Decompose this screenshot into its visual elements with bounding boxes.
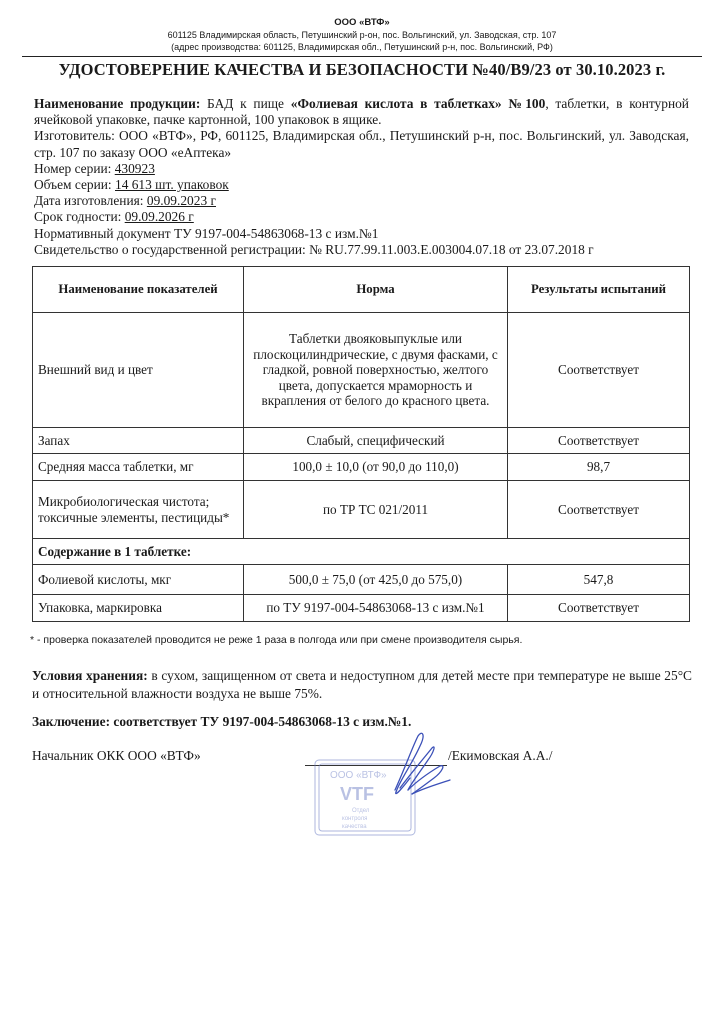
- manufacturer-line: Изготовитель: ООО «ВТФ», РФ, 601125, Владимирская обл., Петушинский р-н, пос. Вольгинский, ул. Заводская, стр. 107 по заказу ООО «еАптека»: [34, 128, 689, 160]
- footnote: * - проверка показателей проводится не реже 1 раза в полгода или при смене производителя сырья.: [30, 634, 523, 646]
- volume-label: Объем серии:: [34, 177, 115, 193]
- row-result: Соответствует: [508, 481, 690, 539]
- svg-text:качества: качества: [342, 824, 367, 830]
- svg-text:Отдел: Отдел: [352, 808, 370, 814]
- storage-conditions: [32, 667, 692, 703]
- manufactured-label: Дата изготовления:: [34, 193, 147, 209]
- company-address: 601125 Владимирская область, Петушинский р-он, пос. Вольгинский, ул. Заводская, стр. 107: [167, 30, 557, 40]
- company-header: [0, 17, 724, 53]
- batch-label: Номер серии:: [34, 160, 115, 176]
- row-norm: Таблетки двояковыпуклые или плоскоцилиндрические, с двумя фасками, с гладкой, ровной поверхностью, желтого цвета, допускается мраморность и вкрапления от белого до красного цвета.: [244, 313, 508, 428]
- row-norm: по ТУ 9197-004-54863068-13 с изм.№1: [244, 595, 508, 622]
- row-norm: по ТР ТС 021/2011: [244, 481, 508, 539]
- document-title: УДОСТОВЕРЕНИЕ КАЧЕСТВА И БЕЗОПАСНОСТИ №40/В9/23 от 30.10.2023 г.: [58, 60, 666, 79]
- registration-line: Свидетельство о государственной регистрации: № RU.77.99.11.003.Е.003004.07.18 от 23.07.2018 г: [34, 241, 594, 257]
- row-parameter: Упаковка, маркировка: [33, 595, 244, 622]
- conclusion: Заключение: соответствует ТУ 9197-004-54863068-13 с изм.№1.: [32, 714, 412, 729]
- product-text-a: БАД к пище: [200, 96, 291, 111]
- production-address: (адрес производства: 601125, Владимирская обл., Петушинский р-н, пос. Вольгинский, РФ): [171, 42, 553, 52]
- normative-line: Нормативный документ ТУ 9197-004-54863068-13 с изм.№1: [34, 225, 379, 241]
- header-parameter: Наименование показателей: [33, 267, 244, 313]
- section-heading: Содержание в 1 таблетке:: [33, 539, 690, 565]
- row-norm: Слабый, специфический: [244, 428, 508, 454]
- product-line: [34, 96, 689, 128]
- row-parameter: Фолиевой кислоты, мкг: [33, 565, 244, 595]
- manufactured-value: 09.09.2023 г: [146, 193, 216, 209]
- row-result: 547,8: [508, 565, 690, 595]
- volume-value: 14 613 шт. упаковок: [115, 177, 229, 193]
- svg-text:ООО «ВТФ»: ООО «ВТФ»: [330, 770, 387, 781]
- table-row: [33, 428, 690, 454]
- header-norm: Норма: [244, 267, 508, 313]
- storage-label: Условия хранения:: [32, 668, 148, 683]
- row-norm: 500,0 ± 75,0 (от 425,0 до 575,0): [244, 565, 508, 595]
- product-text-b: , таблетки, в контурной ячейковой упаковке, пачке картонной, 100 упаковок в ящике.: [34, 96, 689, 128]
- product-label: Наименование продукции:: [34, 96, 201, 111]
- header-result: Результаты испытаний: [508, 267, 690, 313]
- row-parameter: Микробиологическая чистота; токсичные элементы, пестициды*: [33, 481, 244, 539]
- storage-text: в сухом, защищенном от света и недоступном для детей месте при температуре не выше 25°С и относительной влажности воздуха не выше 75%.: [32, 668, 692, 701]
- row-result: 98,7: [508, 454, 690, 481]
- row-parameter: Внешний вид и цвет: [33, 313, 244, 428]
- table-row: [33, 565, 690, 595]
- table-row: [33, 313, 690, 428]
- row-norm: 100,0 ± 10,0 (от 90,0 до 110,0): [244, 454, 508, 481]
- svg-text:контроля: контроля: [342, 816, 368, 822]
- row-parameter: Средняя масса таблетки, мг: [33, 454, 244, 481]
- company-name: ООО «ВТФ»: [334, 17, 390, 28]
- table-row: [33, 595, 690, 622]
- row-result: Соответствует: [508, 595, 690, 622]
- expiry-line: [34, 209, 689, 225]
- table-section-row: [33, 539, 690, 565]
- batch-value: 430923: [114, 160, 155, 176]
- header-divider: [22, 56, 702, 57]
- row-result: Соответствует: [508, 428, 690, 454]
- expiry-value: 09.09.2026 г: [124, 209, 194, 225]
- expiry-label: Срок годности:: [34, 209, 125, 225]
- signer-name: /Екимовская А.А./: [448, 748, 553, 763]
- stamp-and-signature: [300, 728, 460, 838]
- table-row: [33, 454, 690, 481]
- batch-line: [34, 161, 689, 177]
- row-parameter: Запах: [33, 428, 244, 454]
- volume-line: [34, 177, 689, 193]
- svg-text:VTF: VTF: [340, 784, 374, 804]
- row-result: Соответствует: [508, 313, 690, 428]
- table-header-row: [33, 267, 690, 313]
- quality-table: [32, 266, 690, 622]
- product-info: [34, 96, 689, 258]
- manufactured-line: [34, 193, 689, 209]
- table-row: [33, 481, 690, 539]
- product-name: «Фолиевая кислота в таблетках» №100: [290, 96, 546, 111]
- signer-position: Начальник ОКК ООО «ВТФ»: [32, 748, 201, 763]
